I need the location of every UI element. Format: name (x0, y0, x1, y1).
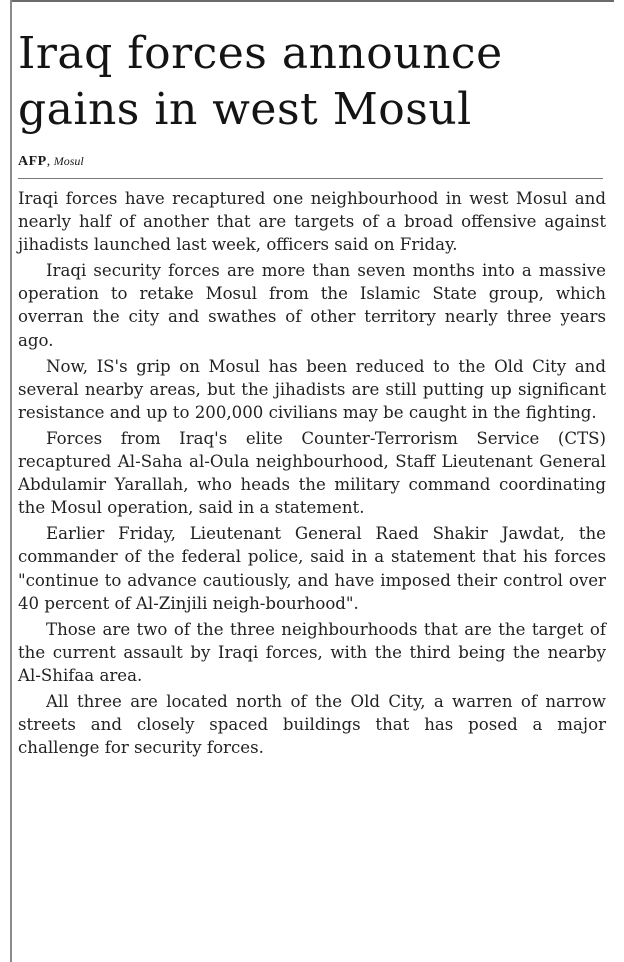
paragraph-5: Earlier Friday, Lieutenant General Raed Shakir Jawdat, the commander of the federal police, said in a statement that his forces "continue to advance cautiously, and have imposed their control over 40 percent of Al-Zinjili neigh-bourhood". (18, 524, 606, 613)
paragraph-7: All three are located north of the Old City, a warren of narrow streets and closely spaced buildings that has posed a major challenge for security forces. (18, 691, 606, 758)
byline-place: Mosul (53, 154, 84, 168)
news-article (18, 26, 608, 762)
top-rule (12, 0, 614, 2)
paragraph-2: Iraqi security forces are more than seven months into a massive operation to retake Mosul from the Islamic State group, which overran the city and swathes of other territory nearly three years ago. (18, 261, 606, 350)
article-body (18, 187, 606, 759)
paragraph-3: Now, IS's grip on Mosul has been reduced to the Old City and several nearby areas, but the jihadists are still putting up significant resistance and up to 200,000 civilians may be caught in the fighting. (18, 356, 606, 422)
byline-agency: AFP (18, 154, 47, 169)
byline-separator: , (46, 154, 54, 169)
paragraph-6: Those are two of the three neighbourhoods that are the target of the current assault by Iraqi forces, with the third being the nearby Al-Shifaa area. (18, 619, 606, 685)
headline-line-1: Iraq forces announce (18, 28, 503, 79)
column-rule (10, 0, 12, 962)
byline (18, 154, 603, 179)
headline-line-2: gains in west Mosul (18, 84, 472, 135)
paragraph-4: Forces from Iraq's elite Counter-Terrorism Service (CTS) recaptured Al-Saha al-Oula neighbourhood, Staff Lieutenant General Abdulamir Yarallah, who heads the military command coordinating the Mosul operation, said in a statement. (18, 428, 606, 518)
paragraph-1: Iraqi forces have recaptured one neighbourhood in west Mosul and nearly half of another that are targets of a broad offensive against jihadists launched last week, officers said on Friday. (18, 189, 606, 255)
headline (18, 26, 608, 138)
